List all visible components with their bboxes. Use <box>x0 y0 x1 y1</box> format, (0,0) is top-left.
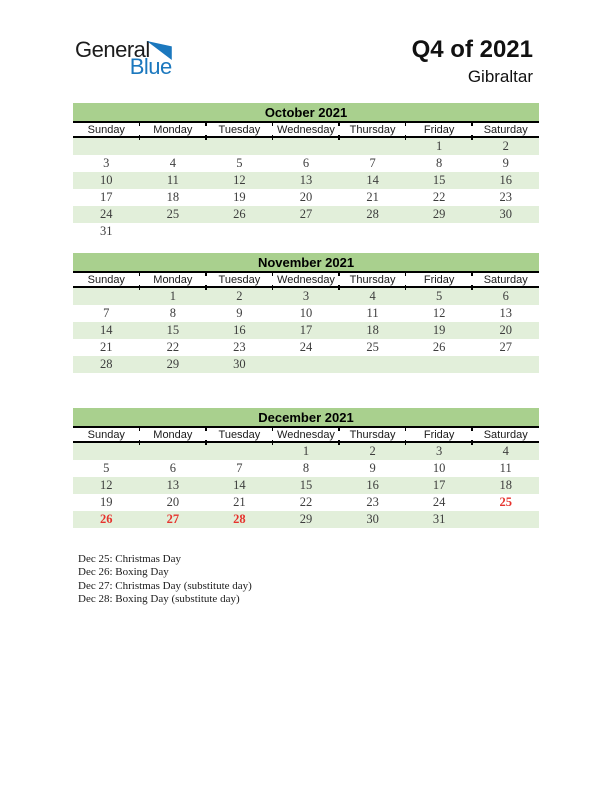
date-cell: 6 <box>502 289 509 303</box>
empty-date-cell <box>206 138 273 155</box>
date-cell: 27 <box>299 207 313 221</box>
date-cell: 19 <box>100 495 113 509</box>
weekday-label: Friday <box>406 273 473 288</box>
date-cell: 3 <box>103 156 110 170</box>
week-row <box>73 189 539 206</box>
weekday-header-row <box>73 123 539 138</box>
weekday-label: Wednesday <box>273 428 340 443</box>
week-row <box>73 443 539 460</box>
date-cell: 11 <box>499 461 512 475</box>
month-calendar <box>73 408 539 528</box>
page-title: Q4 of 2021 <box>411 36 533 63</box>
date-cell: 13 <box>299 173 313 187</box>
logo-general-text: General <box>75 37 150 62</box>
date-cell: 2 <box>369 444 376 458</box>
date-cell: 14 <box>233 478 246 492</box>
date-cell: 30 <box>366 512 379 526</box>
date-cell: 12 <box>100 478 113 492</box>
weekday-label: Saturday <box>472 273 539 288</box>
date-cell: 1 <box>169 289 176 303</box>
holiday-note: Dec 26: Boxing Day <box>78 566 169 579</box>
date-cell: 16 <box>233 323 246 337</box>
date-cell: 26 <box>233 207 246 221</box>
week-row <box>73 460 539 477</box>
date-cell: 5 <box>103 461 110 475</box>
empty-date-cell <box>472 511 539 528</box>
empty-date-cell <box>406 223 473 240</box>
empty-date-cell <box>273 223 340 240</box>
week-row <box>73 322 539 339</box>
date-cell: 5 <box>436 289 443 303</box>
holiday-date-cell: 25 <box>499 495 512 509</box>
date-cell: 1 <box>436 139 443 153</box>
month-title: December 2021 <box>73 408 539 428</box>
page-subtitle: Gibraltar <box>467 67 533 86</box>
date-cell: 23 <box>499 190 512 204</box>
general-blue-logo <box>75 38 172 78</box>
week-row <box>73 477 539 494</box>
date-cell: 11 <box>366 306 379 320</box>
date-cell: 15 <box>166 323 180 337</box>
week-row <box>73 155 539 172</box>
date-cell: 12 <box>233 173 246 187</box>
date-cell: 13 <box>166 478 180 492</box>
empty-date-cell <box>406 356 473 373</box>
date-cell: 15 <box>299 478 313 492</box>
weekday-label: Sunday <box>87 429 125 441</box>
date-cell: 29 <box>166 357 180 371</box>
empty-date-cell <box>140 138 207 155</box>
date-cell: 7 <box>236 461 243 475</box>
date-cell: 4 <box>369 289 376 303</box>
holiday-date-cell: 28 <box>233 512 246 526</box>
date-cell: 18 <box>499 478 512 492</box>
date-cell: 29 <box>299 512 313 526</box>
month-calendar <box>73 103 539 240</box>
date-cell: 13 <box>499 306 512 320</box>
holiday-note: Dec 25: Christmas Day <box>78 553 181 565</box>
date-cell: 10 <box>100 173 113 187</box>
date-cell: 21 <box>233 495 246 509</box>
weekday-label: Friday <box>406 428 473 443</box>
date-cell: 29 <box>432 207 446 221</box>
date-cell: 24 <box>299 340 313 354</box>
week-row <box>73 172 539 189</box>
date-cell: 30 <box>499 207 512 221</box>
empty-date-cell <box>73 288 140 305</box>
date-cell: 9 <box>236 306 243 320</box>
weekday-label: Tuesday <box>206 123 273 138</box>
empty-date-cell <box>339 356 406 373</box>
month-calendar <box>73 253 539 373</box>
empty-date-cell <box>73 138 140 155</box>
date-cell: 9 <box>369 461 376 475</box>
week-row <box>73 356 539 373</box>
date-cell: 17 <box>432 478 446 492</box>
date-cell: 23 <box>366 495 379 509</box>
date-cell: 22 <box>166 340 180 354</box>
date-cell: 27 <box>499 340 512 354</box>
date-cell: 10 <box>432 461 446 475</box>
date-cell: 24 <box>100 207 113 221</box>
date-cell: 17 <box>100 190 113 204</box>
date-cell: 8 <box>302 461 310 475</box>
date-cell: 18 <box>166 190 180 204</box>
weekday-label: Saturday <box>472 428 539 443</box>
date-cell: 3 <box>302 289 310 303</box>
date-cell: 16 <box>499 173 512 187</box>
weekday-label: Tuesday <box>206 428 273 443</box>
holiday-date-cell: 27 <box>166 512 180 526</box>
date-cell: 20 <box>499 323 512 337</box>
weekday-label: Sunday <box>87 274 125 286</box>
week-row <box>73 339 539 356</box>
weekday-label: Thursday <box>339 123 406 138</box>
date-cell: 10 <box>299 306 313 320</box>
date-cell: 30 <box>233 357 246 371</box>
holiday-notes <box>78 553 252 607</box>
weekday-label: Wednesday <box>273 273 340 288</box>
date-cell: 26 <box>432 340 446 354</box>
empty-date-cell <box>339 223 406 240</box>
empty-date-cell <box>206 443 273 460</box>
date-cell: 5 <box>236 156 243 170</box>
date-cell: 16 <box>366 478 379 492</box>
date-cell: 31 <box>432 512 446 526</box>
week-row <box>73 305 539 322</box>
empty-date-cell <box>472 356 539 373</box>
date-cell: 3 <box>436 444 443 458</box>
date-cell: 8 <box>169 306 176 320</box>
date-cell: 31 <box>100 224 113 238</box>
date-cell: 22 <box>432 190 446 204</box>
week-row <box>73 494 539 511</box>
date-cell: 25 <box>366 340 379 354</box>
week-row <box>73 223 539 240</box>
week-row <box>73 288 539 305</box>
weekday-label: Friday <box>406 123 473 138</box>
date-cell: 19 <box>432 323 446 337</box>
date-cell: 14 <box>366 173 379 187</box>
empty-date-cell <box>140 443 207 460</box>
date-cell: 12 <box>432 306 446 320</box>
weekday-label: Monday <box>140 273 207 288</box>
date-cell: 4 <box>502 444 509 458</box>
date-cell: 2 <box>236 289 243 303</box>
weekday-label: Tuesday <box>206 273 273 288</box>
date-cell: 6 <box>169 461 176 475</box>
date-cell: 20 <box>299 190 313 204</box>
date-cell: 23 <box>233 340 246 354</box>
date-cell: 7 <box>103 306 110 320</box>
week-row <box>73 138 539 155</box>
month-title: October 2021 <box>73 103 539 123</box>
empty-date-cell <box>73 443 140 460</box>
weekday-label: Monday <box>140 428 207 443</box>
empty-date-cell <box>140 223 207 240</box>
date-cell: 9 <box>502 156 509 170</box>
date-cell: 15 <box>432 173 446 187</box>
holiday-note: Dec 27: Christmas Day (substitute day) <box>78 579 252 592</box>
week-row <box>73 206 539 223</box>
date-cell: 18 <box>366 323 379 337</box>
date-cell: 4 <box>169 156 176 170</box>
date-cell: 20 <box>166 495 180 509</box>
date-cell: 17 <box>299 323 313 337</box>
logo-blue-text: Blue <box>129 54 172 79</box>
empty-date-cell <box>273 138 340 155</box>
date-cell: 19 <box>233 190 246 204</box>
empty-date-cell <box>273 356 340 373</box>
date-cell: 28 <box>366 207 379 221</box>
date-cell: 21 <box>366 190 379 204</box>
month-title: November 2021 <box>73 253 539 273</box>
date-cell: 11 <box>166 173 179 187</box>
date-cell: 1 <box>302 444 310 458</box>
empty-date-cell <box>206 223 273 240</box>
date-cell: 14 <box>100 323 113 337</box>
date-cell: 28 <box>100 357 113 371</box>
weekday-header-row <box>73 428 539 443</box>
holiday-date-cell: 26 <box>100 512 113 526</box>
date-cell: 7 <box>369 156 376 170</box>
weekday-label: Thursday <box>339 428 406 443</box>
weekday-label: Monday <box>140 123 207 138</box>
title-block <box>412 36 533 87</box>
date-cell: 21 <box>100 340 113 354</box>
weekday-label: Wednesday <box>273 123 340 138</box>
weekday-header-row <box>73 273 539 288</box>
holiday-note: Dec 28: Boxing Day (substitute day) <box>78 593 240 606</box>
date-cell: 2 <box>502 139 509 153</box>
weekday-label: Sunday <box>87 124 125 136</box>
date-cell: 6 <box>302 156 310 170</box>
date-cell: 8 <box>436 156 443 170</box>
weekday-label: Thursday <box>339 273 406 288</box>
week-row <box>73 511 539 528</box>
date-cell: 25 <box>166 207 180 221</box>
date-cell: 24 <box>432 495 446 509</box>
empty-date-cell <box>339 138 406 155</box>
date-cell: 22 <box>299 495 313 509</box>
weekday-label: Saturday <box>472 123 539 138</box>
empty-date-cell <box>472 223 539 240</box>
